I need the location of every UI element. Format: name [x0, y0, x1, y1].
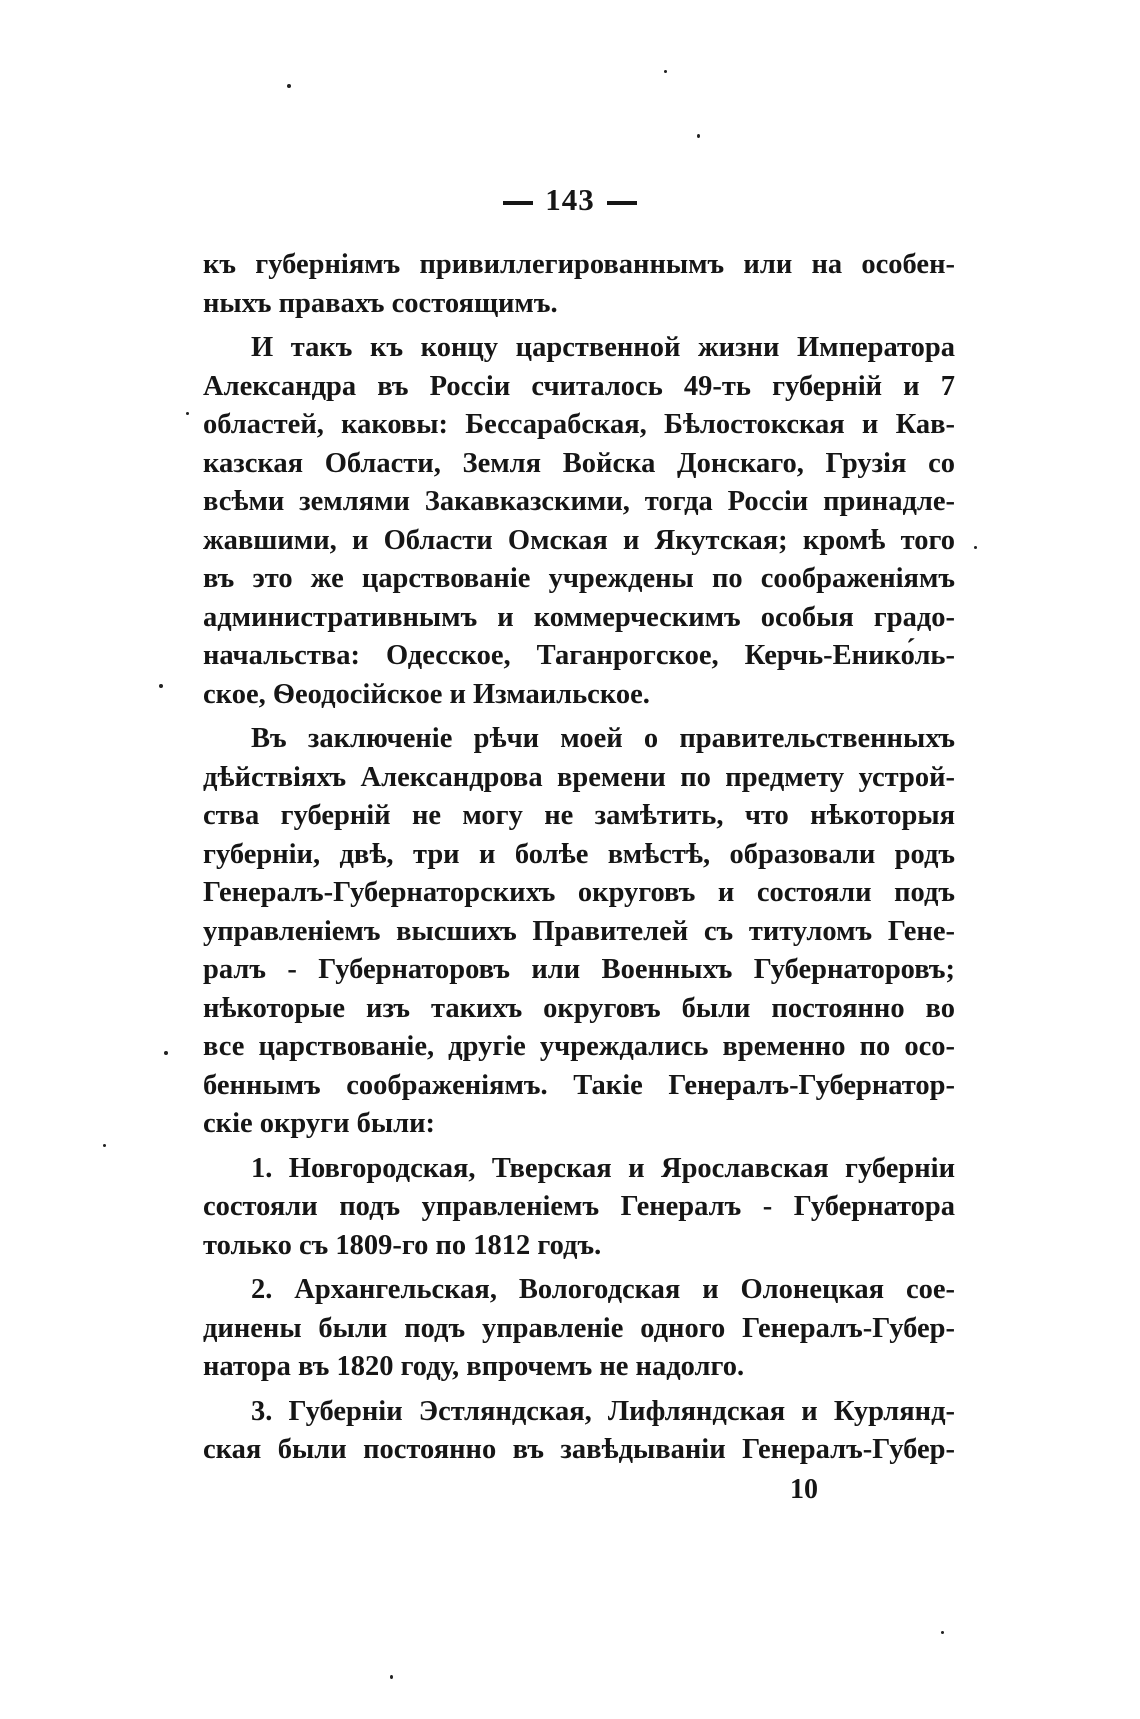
text-line: состояли подъ управленіемъ Генералъ - Губернатора — [203, 1191, 955, 1222]
print-speck — [159, 684, 163, 688]
print-speck — [697, 134, 700, 138]
page-number: 143 — [545, 182, 595, 217]
paragraph — [203, 329, 955, 714]
text-line: ское, Ѳеодосійское и Измаильское. — [203, 678, 650, 710]
text-line: 1. Новгородская, Тверская и Ярославская губерніи — [251, 1152, 955, 1184]
text-line: ства губерній не могу не замѣтить, что нѣкоторыя — [203, 800, 955, 831]
print-speck — [941, 1631, 944, 1634]
text-line: въ это же царствованіе учреждены по соображеніямъ — [203, 563, 955, 594]
text-line: ская были постоянно въ завѣдываніи Генералъ-Губер- — [203, 1434, 955, 1465]
text-line: беннымъ соображеніямъ. Такіе Генералъ-Губернатор- — [203, 1069, 955, 1101]
text-line: Александра въ Россіи считалось 49-ть губерній и 7 — [203, 370, 955, 402]
text-line: къ губерніямъ привиллегированнымъ или на особен- — [203, 249, 955, 280]
text-line: Генералъ-Губернаторскихъ округовъ и состояли подъ — [203, 877, 955, 908]
text-line: динены были подъ управленіе одного Генералъ-Губер- — [203, 1312, 955, 1344]
print-speck — [103, 1144, 106, 1147]
list-item — [203, 1393, 955, 1470]
list-item — [203, 1150, 955, 1266]
signature-mark: 10 — [790, 1474, 818, 1505]
text-line: административнымъ и коммерческимъ особыя градо- — [203, 601, 955, 633]
text-line: жавшими, и Области Омская и Якутская; кромѣ того — [203, 524, 955, 556]
print-speck — [164, 1051, 168, 1055]
page-header — [0, 182, 1140, 218]
text-line: казская Области, Земля Войска Донскаго, Грузія со — [203, 447, 955, 479]
text-line: 2. Архангельская, Вологодская и Олонецкая сое- — [251, 1274, 955, 1305]
text-line: И такъ къ концу царственной жизни Императора — [251, 332, 955, 363]
print-speck — [287, 84, 291, 88]
text-line: губерніи, двѣ, три и болѣе вмѣстѣ, образовали родъ — [203, 838, 955, 870]
paragraph — [203, 720, 955, 1144]
text-line: областей, каковы: Бессарабская, Бѣлостокская и Кав- — [203, 409, 955, 440]
text-line: 3. Губерніи Эстляндская, Лифляндская и Курлянд- — [251, 1395, 955, 1427]
text-line: управленіемъ высшихъ Правителей съ титуломъ Гене- — [203, 915, 955, 947]
list-item — [203, 1271, 955, 1387]
print-speck — [186, 412, 189, 415]
print-speck — [390, 1675, 393, 1679]
text-line: все царствованіе, другіе учреждались временно по осо- — [203, 1031, 955, 1062]
text-line: скіе округи были: — [203, 1108, 436, 1139]
text-line: ныхъ правахъ состоящимъ. — [203, 287, 558, 319]
paragraph — [203, 246, 955, 323]
header-dash-right — [607, 201, 637, 205]
print-speck — [974, 546, 977, 549]
body-text — [203, 246, 955, 1470]
text-line: ралъ - Губернаторовъ или Военныхъ Губернаторовъ; — [203, 954, 955, 985]
header-dash-left — [503, 201, 533, 205]
text-line: всѣми землями Закавказскими, тогда Россіи принадле- — [203, 486, 955, 517]
text-line: натора въ 1820 году, впрочемъ не надолго. — [203, 1351, 745, 1382]
text-line: нѣкоторые изъ такихъ округовъ были постоянно во — [203, 992, 955, 1024]
text-line: Въ заключеніе рѣчи моей о правительственныхъ — [251, 723, 955, 754]
text-line: только съ 1809-го по 1812 годъ. — [203, 1229, 602, 1261]
print-speck — [664, 70, 667, 73]
text-line: дѣйствіяхъ Александрова времени по предмету устрой- — [203, 761, 955, 793]
text-line: начальства: Одесское, Таганрогское, Керчь-Енико́ль- — [203, 640, 955, 671]
